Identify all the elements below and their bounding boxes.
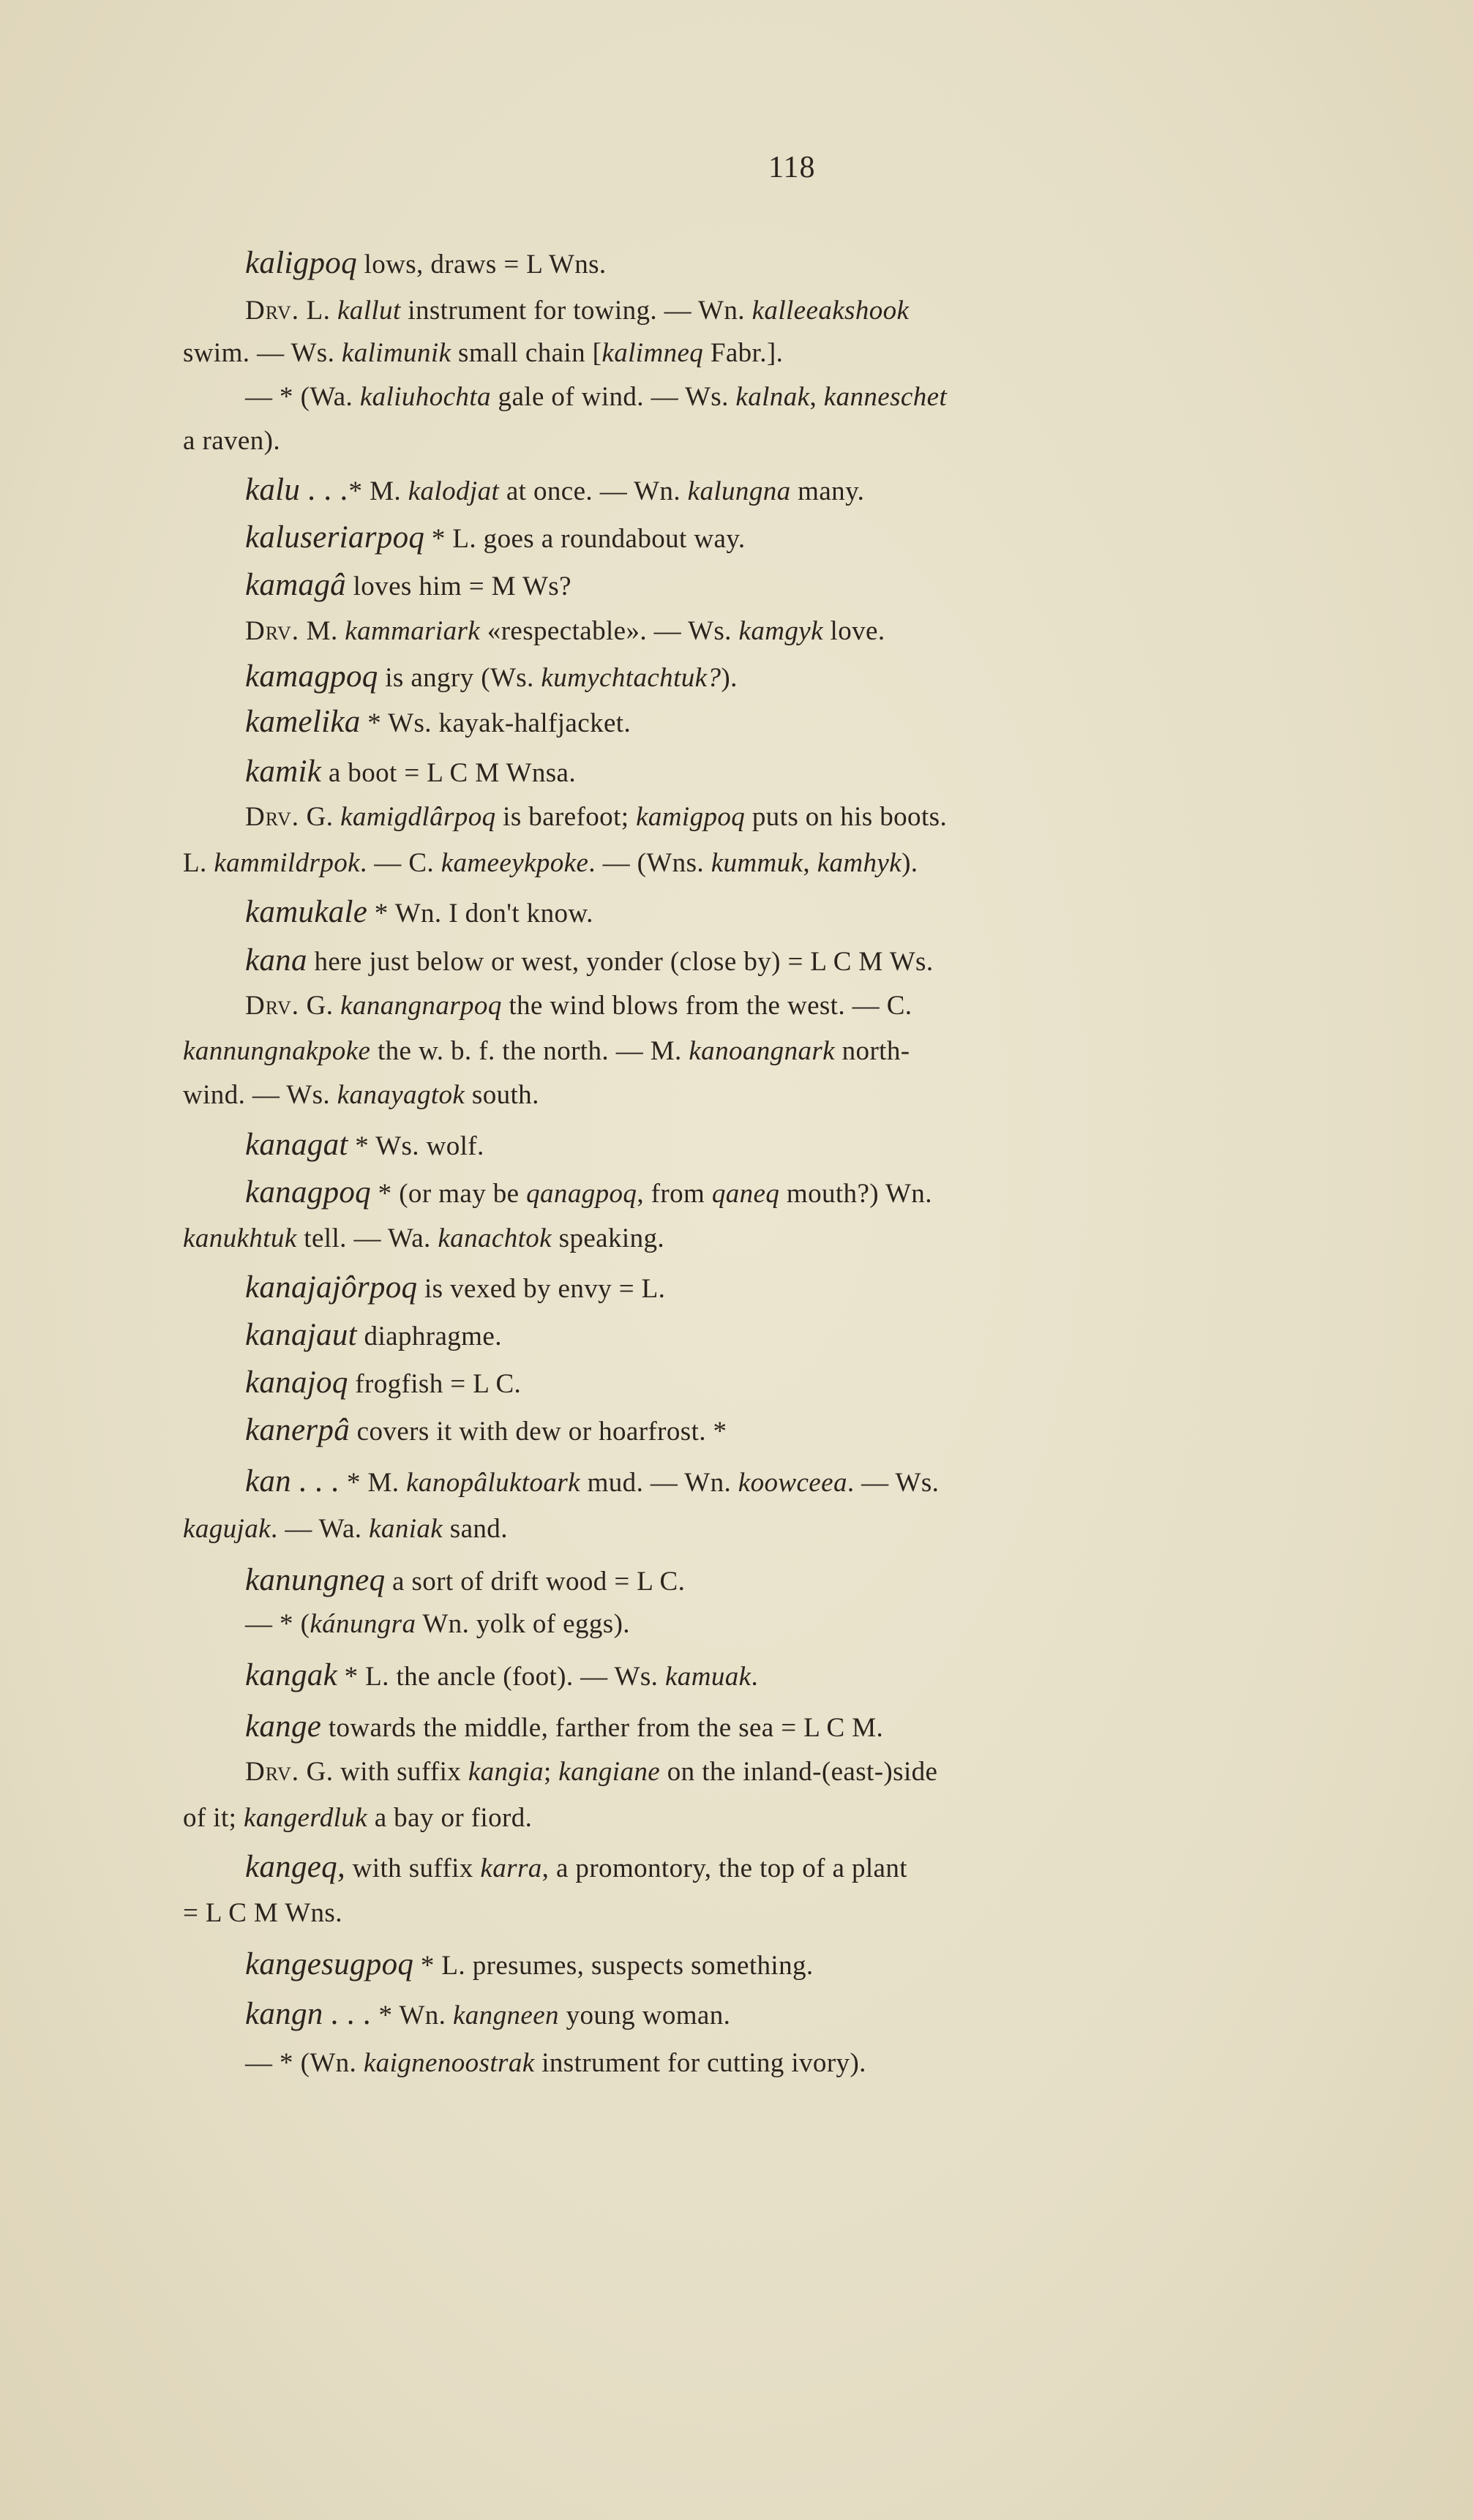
entry-line bbox=[245, 1849, 1401, 1887]
entry-text: , a promontory, the top of a plant bbox=[541, 1853, 907, 1883]
entry-line bbox=[245, 1709, 1401, 1747]
entry-line bbox=[245, 567, 1401, 605]
cited-form: kangneen bbox=[452, 2000, 559, 2030]
entry-line bbox=[245, 2045, 1401, 2082]
entry-text: at once. — Wn. bbox=[499, 476, 688, 506]
entry-text: G. with suffix bbox=[299, 1757, 468, 1787]
entry-line bbox=[183, 1077, 1339, 1114]
entry-line bbox=[183, 1511, 1339, 1548]
headword: kanagat bbox=[245, 1128, 348, 1162]
entry-text: a bay or fiord. bbox=[367, 1803, 533, 1833]
cited-form: kamigpoq bbox=[636, 802, 746, 832]
entry-text: speaking. bbox=[552, 1223, 665, 1253]
cited-form: qanagpoq bbox=[526, 1179, 637, 1209]
entry-text: * L. goes a roundabout way. bbox=[424, 524, 746, 554]
entry-line bbox=[245, 1606, 1401, 1643]
entry-text: puts on his boots. bbox=[745, 802, 948, 832]
cited-form: kalodjat bbox=[408, 476, 500, 506]
entry-text: . — Ws. bbox=[847, 1468, 940, 1498]
cited-form: kangerdluk bbox=[243, 1803, 368, 1833]
entry-text: Fabr.]. bbox=[703, 338, 784, 368]
entry-text: . — (Wns. bbox=[588, 848, 711, 878]
cited-form: kalimunik bbox=[341, 338, 451, 368]
entry-text: , from bbox=[637, 1179, 712, 1209]
entry-text: * Wn. bbox=[371, 2000, 453, 2030]
entry-text: frogfish = L C. bbox=[348, 1369, 522, 1399]
entry-text: instrument for cutting ivory). bbox=[534, 2048, 866, 2078]
entry-text: = L C M Wns. bbox=[183, 1898, 342, 1928]
headword: kangak bbox=[245, 1658, 337, 1692]
entry-text: mouth?) Wn. bbox=[779, 1179, 932, 1209]
entry-text: young woman. bbox=[558, 2000, 731, 2030]
cited-form: karra bbox=[480, 1853, 542, 1883]
entry-text: mud. — Wn. bbox=[580, 1468, 738, 1498]
entry-line bbox=[245, 245, 1401, 283]
entry-line bbox=[245, 754, 1401, 792]
entry-line bbox=[245, 1946, 1401, 1984]
cited-form: kagujak bbox=[183, 1514, 271, 1544]
headword: kamukale bbox=[245, 895, 368, 929]
headword: kanerpâ bbox=[245, 1413, 351, 1447]
entry-line bbox=[245, 894, 1401, 932]
entry-text: a sort of drift wood = L C. bbox=[385, 1567, 686, 1597]
cited-form: kanachtok bbox=[438, 1223, 552, 1253]
entry-text: is angry (Ws. bbox=[378, 663, 541, 693]
entry-line bbox=[245, 942, 1401, 980]
entry-line bbox=[245, 1365, 1401, 1403]
entry-text: many. bbox=[790, 476, 865, 506]
entry-line bbox=[245, 1412, 1401, 1450]
entry-text: wind. — Ws. bbox=[183, 1080, 337, 1110]
entry-text: * L. the ancle (foot). — Ws. bbox=[337, 1662, 665, 1692]
entry-text: loves him = M Ws? bbox=[345, 571, 571, 601]
entry-line bbox=[245, 1996, 1401, 2034]
headword: kana bbox=[245, 943, 307, 978]
entry-text: . — Wa. bbox=[270, 1514, 370, 1544]
entry-text: , bbox=[809, 382, 824, 412]
cited-form: kaignenoostrak bbox=[363, 2048, 535, 2078]
cited-form: kallut bbox=[337, 296, 401, 326]
headword: kamagpoq bbox=[245, 659, 378, 694]
entry-line bbox=[245, 1127, 1401, 1165]
headword: kanungneq bbox=[245, 1563, 386, 1597]
entry-line bbox=[245, 1463, 1401, 1501]
cited-form: kaniak bbox=[369, 1514, 443, 1544]
entry-line bbox=[245, 1317, 1401, 1355]
entry-text: * Ws. kayak-halfjacket. bbox=[360, 708, 631, 738]
cited-form: kamgyk bbox=[738, 616, 823, 646]
derivation-label: Drv. bbox=[245, 991, 300, 1021]
cited-form: kanoangnark bbox=[689, 1036, 835, 1066]
entry-line bbox=[245, 293, 1401, 329]
entry-text: * M. bbox=[348, 476, 408, 506]
entry-text: * (or may be bbox=[371, 1179, 527, 1209]
entry-text: , bbox=[803, 848, 817, 878]
cited-form: kamuak bbox=[664, 1662, 752, 1692]
cited-form: kalungna bbox=[687, 476, 791, 506]
entry-line bbox=[245, 379, 1401, 416]
cited-form: koowceea bbox=[738, 1468, 847, 1498]
cited-form: kalnak bbox=[735, 382, 810, 412]
entry-text: love. bbox=[822, 616, 885, 646]
cited-form: kanayagtok bbox=[337, 1080, 465, 1110]
entry-line bbox=[183, 335, 1339, 372]
cited-form: kanneschet bbox=[823, 382, 948, 412]
entry-text: L. bbox=[183, 848, 214, 878]
entry-text: lows, draws = L Wns. bbox=[356, 250, 607, 280]
headword: kanagpoq bbox=[245, 1175, 371, 1210]
headword: kan . . . bbox=[245, 1464, 340, 1499]
cited-form: kanukhtuk bbox=[183, 1223, 297, 1253]
entry-text: * M. bbox=[340, 1468, 407, 1498]
cited-form: kangiane bbox=[558, 1757, 661, 1787]
entry-line bbox=[183, 1800, 1339, 1837]
entry-text: here just below or west, yonder (close by) = L C M Ws. bbox=[307, 947, 934, 977]
entry-text: ). bbox=[902, 848, 918, 878]
entry-text: is barefoot; bbox=[495, 802, 637, 832]
headword: kalu . . . bbox=[245, 473, 349, 507]
derivation-label: Drv. bbox=[245, 616, 300, 646]
headword: kaluseriarpoq bbox=[245, 520, 425, 555]
entry-text: * Ws. wolf. bbox=[348, 1131, 484, 1161]
entry-line bbox=[183, 423, 1339, 460]
entry-text: with suffix bbox=[345, 1853, 481, 1883]
cited-form: kannungnakpoke bbox=[183, 1036, 371, 1066]
entry-text: instrument for towing. — Wn. bbox=[400, 296, 752, 326]
cited-form: kánungra bbox=[310, 1609, 416, 1639]
entry-text: gale of wind. — Ws. bbox=[490, 382, 736, 412]
entry-text: a raven). bbox=[183, 426, 281, 456]
headword: kamagâ bbox=[245, 568, 346, 602]
page-number: 118 bbox=[768, 151, 816, 184]
headword: kange bbox=[245, 1709, 322, 1744]
entry-line bbox=[245, 704, 1401, 742]
entry-text: ). bbox=[721, 663, 738, 693]
entry-line bbox=[245, 1657, 1401, 1695]
entry-text: M. bbox=[299, 616, 345, 646]
cited-form: qaneq bbox=[711, 1179, 780, 1209]
entry-text: G. bbox=[299, 991, 341, 1021]
cited-form: kumychtachtuk? bbox=[541, 663, 721, 693]
headword: kangeq, bbox=[245, 1850, 346, 1884]
cited-form: kanangnarpoq bbox=[340, 991, 502, 1021]
cited-form: kamhyk bbox=[817, 848, 902, 878]
entry-line bbox=[245, 1562, 1401, 1600]
entry-text: sand. bbox=[443, 1514, 508, 1544]
entry-text: ; bbox=[543, 1757, 559, 1787]
entry-text: covers it with dew or hoarfrost. * bbox=[350, 1417, 727, 1447]
entry-text: diaphragme. bbox=[356, 1321, 502, 1351]
cited-form: kammariark bbox=[345, 616, 481, 646]
entry-line bbox=[183, 845, 1339, 882]
entry-text: . — C. bbox=[359, 848, 441, 878]
cited-form: kangia bbox=[468, 1757, 544, 1787]
cited-form: kaliuhochta bbox=[359, 382, 491, 412]
derivation-label: Drv. bbox=[245, 1757, 300, 1787]
entry-text: — * ( bbox=[245, 1609, 310, 1639]
cited-form: kummuk bbox=[711, 848, 803, 878]
entry-text: «respectable». — Ws. bbox=[480, 616, 739, 646]
headword: kamelika bbox=[245, 705, 361, 739]
entry-text: of it; bbox=[183, 1803, 244, 1833]
entry-line bbox=[245, 1174, 1401, 1212]
headword: kanajaut bbox=[245, 1318, 357, 1352]
headword: kangn . . . bbox=[245, 1997, 372, 2031]
entry-line bbox=[245, 1754, 1401, 1790]
entry-text: L. bbox=[299, 296, 337, 326]
entry-text: * Wn. I don't know. bbox=[367, 899, 593, 929]
entry-text: — * (Wa. bbox=[245, 382, 360, 412]
derivation-label: Drv. bbox=[245, 802, 300, 832]
cited-form: kamigdlârpoq bbox=[340, 802, 496, 832]
entry-line bbox=[245, 520, 1401, 558]
cited-form: kammildrpok bbox=[214, 848, 360, 878]
entry-text: G. bbox=[299, 802, 341, 832]
entry-line bbox=[245, 613, 1401, 650]
entry-line bbox=[183, 1220, 1339, 1257]
derivation-label: Drv. bbox=[245, 296, 300, 326]
entry-text: the wind blows from the west. — C. bbox=[501, 991, 912, 1021]
entry-text: swim. — Ws. bbox=[183, 338, 342, 368]
entry-text: tell. — Wa. bbox=[296, 1223, 438, 1253]
entry-line bbox=[245, 988, 1401, 1024]
cited-form: kalleeakshook bbox=[752, 296, 910, 326]
entry-line bbox=[245, 799, 1401, 836]
headword: kaligpoq bbox=[245, 246, 357, 280]
headword: kamik bbox=[245, 754, 322, 789]
entry-line bbox=[245, 472, 1401, 510]
entry-line bbox=[183, 1033, 1339, 1070]
entry-text: Wn. yolk of eggs). bbox=[416, 1609, 630, 1639]
entry-text: towards the middle, farther from the sea = L C M. bbox=[321, 1713, 884, 1743]
entry-text: a boot = L C M Wnsa. bbox=[321, 758, 577, 788]
headword: kanajoq bbox=[245, 1365, 348, 1400]
entry-text: small chain [ bbox=[451, 338, 602, 368]
cited-form: kameeykpoke bbox=[441, 848, 589, 878]
entry-text: . bbox=[751, 1662, 759, 1692]
entry-text: is vexed by envy = L. bbox=[417, 1274, 666, 1304]
entry-text: on the inland-(east-)side bbox=[660, 1757, 938, 1787]
entry-text: south. bbox=[465, 1080, 539, 1110]
headword: kangesugpoq bbox=[245, 1947, 414, 1981]
cited-form: kanopâluktoark bbox=[406, 1468, 580, 1498]
entry-line bbox=[245, 659, 1401, 697]
entry-line bbox=[183, 1895, 1339, 1932]
headword: kanajajôrpoq bbox=[245, 1270, 418, 1305]
cited-form: kalimneq bbox=[601, 338, 704, 368]
entry-text: north- bbox=[835, 1036, 910, 1066]
entry-text: * L. presumes, suspects something. bbox=[413, 1951, 814, 1981]
entry-line bbox=[245, 1270, 1401, 1308]
entry-text: — * (Wn. bbox=[245, 2048, 364, 2078]
entry-text: the w. b. f. the north. — M. bbox=[370, 1036, 689, 1066]
